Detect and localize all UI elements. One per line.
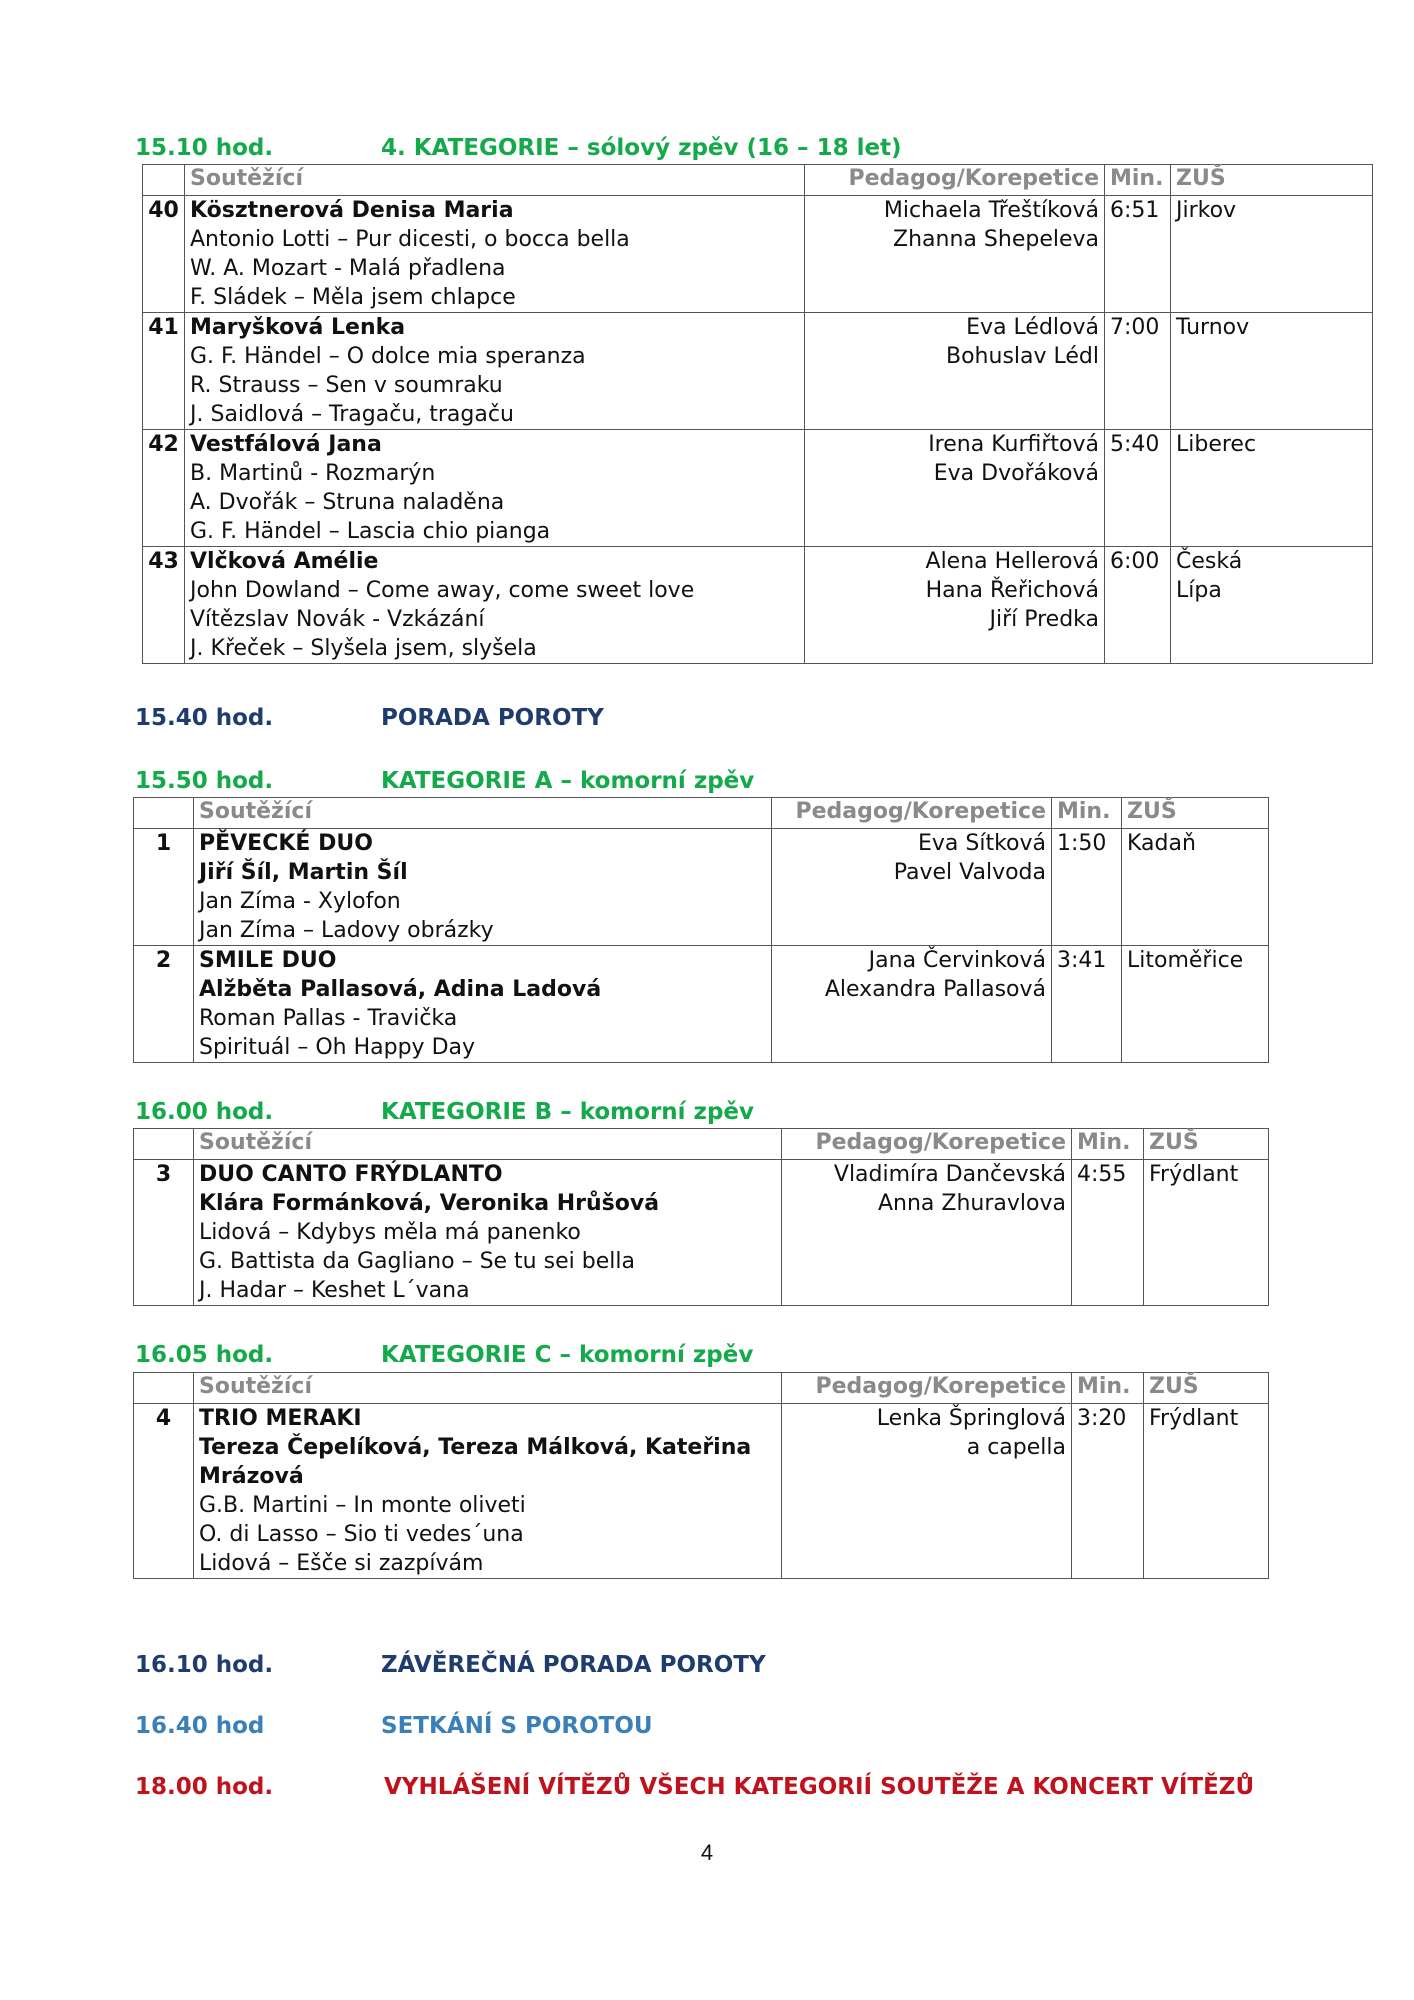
duration: 6:51 — [1105, 196, 1171, 313]
header-minutes: Min. — [1052, 798, 1122, 829]
repertoire-piece: G. Battista da Gagliano – Se tu sei bella — [199, 1249, 635, 1274]
duration: 5:40 — [1105, 430, 1171, 547]
competitor-cell — [185, 430, 805, 547]
duration: 3:20 — [1072, 1404, 1144, 1579]
competitor-name: DUO CANTO FRÝDLANTO — [199, 1162, 503, 1187]
school-cell — [1144, 1160, 1269, 1306]
table-row — [134, 1160, 1269, 1306]
repertoire-piece: G.B. Martini – In monte oliveti — [199, 1493, 526, 1518]
teacher-cell — [805, 547, 1105, 664]
competitor-cell — [194, 829, 772, 946]
teacher-name: Jana Červinková — [868, 948, 1046, 973]
header-number — [134, 1129, 194, 1160]
header-school: ZUŠ — [1144, 1129, 1269, 1160]
competitor-cell — [185, 313, 805, 430]
entry-number: 42 — [143, 430, 185, 547]
competitors-table — [133, 797, 1269, 1063]
school-name: Jirkov — [1176, 198, 1237, 223]
competitor-name: TRIO MERAKI — [199, 1406, 362, 1431]
teacher-name: Michaela Třeštíková — [883, 198, 1099, 223]
teacher-name: Eva Dvořáková — [933, 461, 1099, 486]
school-cell — [1171, 547, 1373, 664]
header-minutes: Min. — [1072, 1129, 1144, 1160]
school-name: Frýdlant — [1149, 1406, 1239, 1431]
table-row — [134, 829, 1269, 946]
competitor-name: Alžběta Pallasová, Adina Ladová — [199, 977, 602, 1002]
teacher-name: a capella — [966, 1435, 1066, 1460]
competitors-table — [133, 1372, 1269, 1579]
teacher-cell — [782, 1160, 1072, 1306]
school-name: Kadaň — [1127, 831, 1196, 856]
table-row — [143, 547, 1373, 664]
repertoire-piece: John Dowland – Come away, come sweet love — [190, 578, 695, 603]
competitor-name: Tereza Čepelíková, Tereza Málková, Kateřina — [199, 1435, 752, 1460]
section-title: KATEGORIE A – komorní zpěv — [381, 768, 755, 794]
section-time: 15.10 hod. — [135, 135, 274, 161]
competitor-cell — [185, 196, 805, 313]
duration: 3:41 — [1052, 946, 1122, 1063]
teacher-name: Zhanna Shepeleva — [893, 227, 1099, 252]
section-time: 16.00 hod. — [135, 1099, 274, 1125]
entry-number: 43 — [143, 547, 185, 664]
teacher-name: Hana Řeřichová — [925, 578, 1099, 603]
school-name: Lípa — [1176, 578, 1222, 603]
teacher-name: Bohuslav Lédl — [946, 344, 1099, 369]
teacher-cell — [772, 829, 1052, 946]
section-time: 15.50 hod. — [135, 768, 274, 794]
header-competitor: Soutěžící — [194, 798, 772, 829]
competitors-table — [133, 1128, 1269, 1306]
competitor-name: Mrázová — [199, 1464, 304, 1489]
repertoire-piece: J. Křeček – Slyšela jsem, slyšela — [190, 636, 537, 661]
teacher-name: Jiří Predka — [989, 607, 1099, 632]
event-title: VYHLÁŠENÍ VÍTĚZŮ VŠECH KATEGORIÍ SOUTĚŽE A KONCERT VÍTĚZŮ — [384, 1774, 1255, 1800]
competitor-cell — [194, 946, 772, 1063]
event-time: 15.40 hod. — [135, 705, 274, 731]
header-teacher: Pedagog/Korepetice — [805, 165, 1105, 196]
school-name: Frýdlant — [1149, 1162, 1239, 1187]
event-time: 16.40 hod — [135, 1713, 265, 1739]
teacher-name: Pavel Valvoda — [893, 860, 1046, 885]
entry-number: 40 — [143, 196, 185, 313]
teacher-cell — [782, 1404, 1072, 1579]
competitor-cell — [194, 1404, 782, 1579]
section-time: 16.05 hod. — [135, 1342, 274, 1368]
repertoire-piece: Roman Pallas - Travička — [199, 1006, 458, 1031]
header-competitor: Soutěžící — [194, 1129, 782, 1160]
duration: 1:50 — [1052, 829, 1122, 946]
entry-number: 3 — [134, 1160, 194, 1306]
teacher-name: Lenka Špringlová — [876, 1406, 1066, 1431]
duration: 4:55 — [1072, 1160, 1144, 1306]
school-cell — [1171, 430, 1373, 547]
table-row — [134, 946, 1269, 1063]
header-number — [134, 1373, 194, 1404]
repertoire-piece: Spirituál – Oh Happy Day — [199, 1035, 476, 1060]
entry-number: 4 — [134, 1404, 194, 1579]
teacher-name: Anna Zhuravlova — [878, 1191, 1066, 1216]
section-title: KATEGORIE B – komorní zpěv — [381, 1099, 754, 1125]
repertoire-piece: W. A. Mozart - Malá přadlena — [190, 256, 506, 281]
school-name: Litoměřice — [1127, 948, 1244, 973]
repertoire-piece: O. di Lasso – Sio ti vedes´una — [199, 1522, 524, 1547]
school-cell — [1171, 196, 1373, 313]
teacher-name: Eva Lédlová — [966, 315, 1099, 340]
entry-number: 2 — [134, 946, 194, 1063]
teacher-cell — [772, 946, 1052, 1063]
teacher-name: Alena Hellerová — [925, 549, 1099, 574]
header-minutes: Min. — [1105, 165, 1171, 196]
repertoire-piece: G. F. Händel – Lascia chio pianga — [190, 519, 551, 544]
section-title: KATEGORIE C – komorní zpěv — [381, 1342, 754, 1368]
competitor-cell — [185, 547, 805, 664]
header-school: ZUŠ — [1171, 165, 1373, 196]
teacher-name: Alexandra Pallasová — [824, 977, 1046, 1002]
repertoire-piece: J. Saidlová – Tragaču, tragaču — [190, 402, 514, 427]
repertoire-piece: Lidová – Ešče si zazpívám — [199, 1551, 484, 1576]
competitor-name: Klára Formánková, Veronika Hrůšová — [199, 1191, 660, 1216]
competitor-name: Maryšková Lenka — [190, 315, 406, 340]
entry-number: 1 — [134, 829, 194, 946]
table-header-row — [134, 1129, 1269, 1160]
competitor-name: PĚVECKÉ DUO — [199, 831, 373, 856]
table-row — [143, 430, 1373, 547]
header-teacher: Pedagog/Korepetice — [782, 1129, 1072, 1160]
repertoire-piece: Antonio Lotti – Pur dicesti, o bocca bella — [190, 227, 630, 252]
school-cell — [1122, 946, 1269, 1063]
table-header-row — [134, 798, 1269, 829]
duration: 7:00 — [1105, 313, 1171, 430]
teacher-cell — [805, 313, 1105, 430]
competitors-table — [142, 164, 1373, 664]
teacher-cell — [805, 196, 1105, 313]
repertoire-piece: Vítězslav Novák - Vzkázání — [190, 607, 485, 632]
repertoire-piece: F. Sládek – Měla jsem chlapce — [190, 285, 516, 310]
duration: 6:00 — [1105, 547, 1171, 664]
event-title: PORADA POROTY — [381, 705, 604, 731]
event-title: ZÁVĚREČNÁ PORADA POROTY — [381, 1652, 766, 1678]
header-teacher: Pedagog/Korepetice — [782, 1373, 1072, 1404]
teacher-cell — [805, 430, 1105, 547]
entry-number: 41 — [143, 313, 185, 430]
school-name: Turnov — [1176, 315, 1250, 340]
competitor-cell — [194, 1160, 782, 1306]
repertoire-piece: Lidová – Kdybys měla má panenko — [199, 1220, 581, 1245]
school-cell — [1122, 829, 1269, 946]
repertoire-piece: A. Dvořák – Struna naladěna — [190, 490, 505, 515]
table-row — [134, 1404, 1269, 1579]
repertoire-piece: Jan Zíma - Xylofon — [199, 889, 401, 914]
header-competitor: Soutěžící — [194, 1373, 782, 1404]
header-school: ZUŠ — [1122, 798, 1269, 829]
teacher-name: Irena Kurfiřtová — [928, 432, 1099, 457]
header-school: ZUŠ — [1144, 1373, 1269, 1404]
repertoire-piece: G. F. Händel – O dolce mia speranza — [190, 344, 586, 369]
header-number — [143, 165, 185, 196]
competitor-name: Vestfálová Jana — [190, 432, 382, 457]
school-name: Česká — [1176, 549, 1243, 574]
event-title: SETKÁNÍ S POROTOU — [381, 1713, 653, 1739]
repertoire-piece: Jan Zíma – Ladovy obrázky — [199, 918, 494, 943]
teacher-name: Eva Sítková — [917, 831, 1046, 856]
repertoire-piece: R. Strauss – Sen v soumraku — [190, 373, 503, 398]
section-title: 4. KATEGORIE – sólový zpěv (16 – 18 let) — [381, 135, 902, 161]
table-header-row — [134, 1373, 1269, 1404]
header-competitor: Soutěžící — [185, 165, 805, 196]
event-time: 18.00 hod. — [135, 1774, 274, 1800]
repertoire-piece: J. Hadar – Keshet L´vana — [199, 1278, 470, 1303]
competitor-name: SMILE DUO — [199, 948, 337, 973]
header-number — [134, 798, 194, 829]
table-row — [143, 196, 1373, 313]
table-header-row — [143, 165, 1373, 196]
table-row — [143, 313, 1373, 430]
repertoire-piece: B. Martinů - Rozmarýn — [190, 461, 436, 486]
school-cell — [1171, 313, 1373, 430]
page-number: 4 — [700, 1840, 714, 1865]
event-time: 16.10 hod. — [135, 1652, 274, 1678]
header-minutes: Min. — [1072, 1373, 1144, 1404]
header-teacher: Pedagog/Korepetice — [772, 798, 1052, 829]
school-cell — [1144, 1404, 1269, 1579]
teacher-name: Vladimíra Dančevská — [833, 1162, 1066, 1187]
competitor-name: Kösztnerová Denisa Maria — [190, 198, 514, 223]
school-name: Liberec — [1176, 432, 1257, 457]
competitor-name: Vlčková Amélie — [190, 549, 379, 574]
competitor-name: Jiří Šíl, Martin Šíl — [199, 860, 408, 885]
